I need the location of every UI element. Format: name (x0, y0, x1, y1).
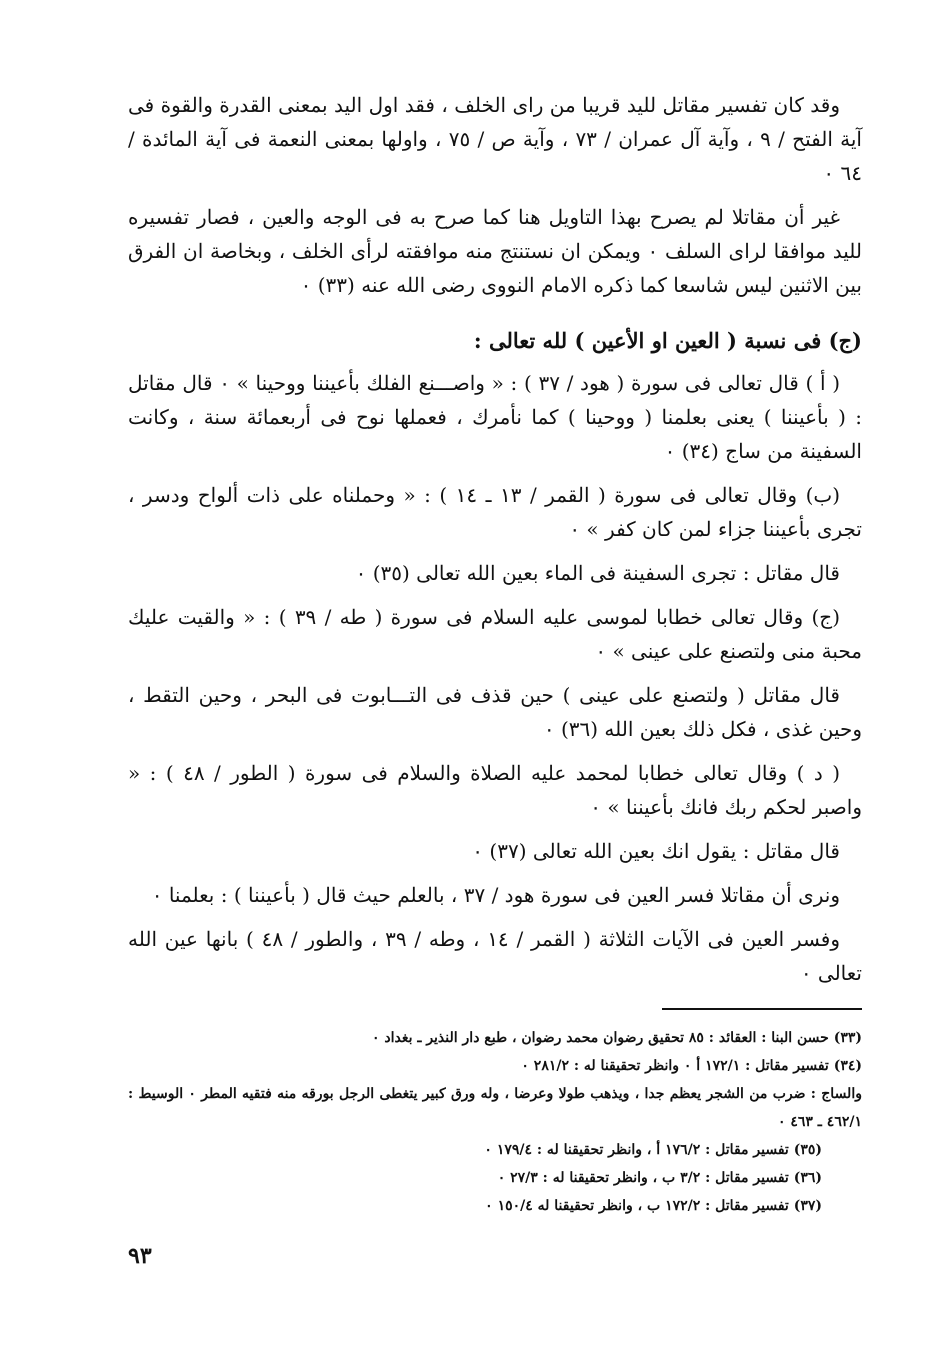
item-a-hud: ( أ ) قال تعالى فى سورة ( هود / ٣٧ ) : « واصـــنع الفلك بأعيننا ووحينا » ٠ قال مقاتل : ( بأعيننا ) يعنى بعلمنا ( ووحينا ) كما نأمرك ، فعملها نوح فى أربعمائة سنة ، وكانت السفينة من ساج (٣٤) ٠ (128, 371, 862, 463)
paragraph-hand-interpretation: وقد كان تفسير مقاتل لليد قريبا من راى الخلف ، فقد اول اليد بمعنى القدرة والقوة فى آية الفتح / ٩ ، وآية آل عمران / ٧٣ ، وآية ص / ٧٥ ، واولها بمعنى النعمة فى آية المائدة / ٦٤ ٠ (128, 93, 862, 185)
item-b-qamar: (ب) وقال تعالى فى سورة ( القمر / ١٣ ـ ١٤ ) : « وحملناه على ذات ألواح ودسر ، تجرى بأعيننا جزاء لمن كان كفر » ٠ (128, 483, 862, 541)
item-d-comment: قال مقاتل : يقول انك بعين الله تعالى (٣٧) ٠ (472, 839, 840, 863)
item-c-taha: (ج) وقال تعالى خطابا لموسى عليه السلام فى سورة ( طه / ٣٩ ) : « والقيت عليك محبة منى ولتصنع على عينى » ٠ (128, 605, 862, 663)
footnote-33: (٣٣) حسن البنا : العقائد : ٨٥ تحقيق رضوان محمد رضوان ، طبع دار النذير ـ بغداد ٠ (371, 1030, 862, 1046)
conclusion-hud: ونرى أن مقاتلا فسر العين فى سورة هود / ٣٧ ، بالعلم حيث قال ( بأعيننا ) : بعلمنا ٠ (151, 883, 840, 907)
footnote-34: (٣٤) تفسير مقاتل : ١٧٢/١ أ ٠ وانظر تحقيقنا له : ٢٨١/٢ ٠ (521, 1058, 862, 1074)
paragraph-salaf-khalaf: غير أن مقاتلا لم يصرح بهذا التاويل هنا كما صرح به فى الوجه والعين ، فصار تفسيره لليد موافقا لراى السلف ٠ ويمكن ان نستنتج منه موافقته لرأى الخلف ، وبخاصة ان الفرق بين الاثنين ليس شاسعا كما ذكره الامام النووى رضى الله عنه (٣٣) ٠ (128, 205, 862, 297)
footnote-34-note: والساج : ضرب من الشجر يعظم جدا ، ويذهب طولا وعرضا ، وله ورق كبير يتغطى الرجل بورقه منه فتقيه المطر ٠ الوسيط : ٤٦٢/١ ـ ٤٦٣ ٠ (128, 1086, 862, 1130)
section-heading: (ج) فى نسبة ( العين او الأعين ) لله تعالى : (473, 328, 862, 353)
item-c-comment: قال مقاتل ( ولتصنع على عينى ) حين قذف فى التـــابوت فى البحر ، وحين التقط ، وحين غذى ، فكل ذلك بعين الله (٣٦) ٠ (128, 683, 862, 741)
item-d-tur: ( د ) وقال تعالى خطابا لمحمد عليه الصلاة والسلام فى سورة ( الطور / ٤٨ ) : « واصبر لحكم ربك فانك بأعيننا » ٠ (128, 761, 862, 819)
page-number: ٩٣ (128, 1243, 152, 1269)
footnote-35: (٣٥) تفسير مقاتل : ١٧٦/٢ أ ، وانظر تحقيقنا له : ١٧٩/٤ ٠ (484, 1142, 822, 1158)
page-body (128, 88, 862, 1220)
footnote-divider (662, 1008, 862, 1010)
footnote-36: (٣٦) تفسير مقاتل : ٣/٢ ب ، وانظر تحقيقنا له : ٢٧/٣ ٠ (497, 1170, 822, 1186)
conclusion-three-verses: وفسر العين فى الآيات الثلاثة ( القمر / ١٤ ، وطه / ٣٩ ، والطور / ٤٨ ) بانها عين الله تعالى ٠ (128, 927, 862, 985)
footnote-37: (٣٧) تفسير مقاتل : ١٧٢/٢ ب ، وانظر تحقيقنا له ١٥٠/٤ ٠ (485, 1198, 822, 1214)
item-b-comment: قال مقاتل : تجرى السفينة فى الماء بعين الله تعالى (٣٥) ٠ (355, 561, 840, 585)
